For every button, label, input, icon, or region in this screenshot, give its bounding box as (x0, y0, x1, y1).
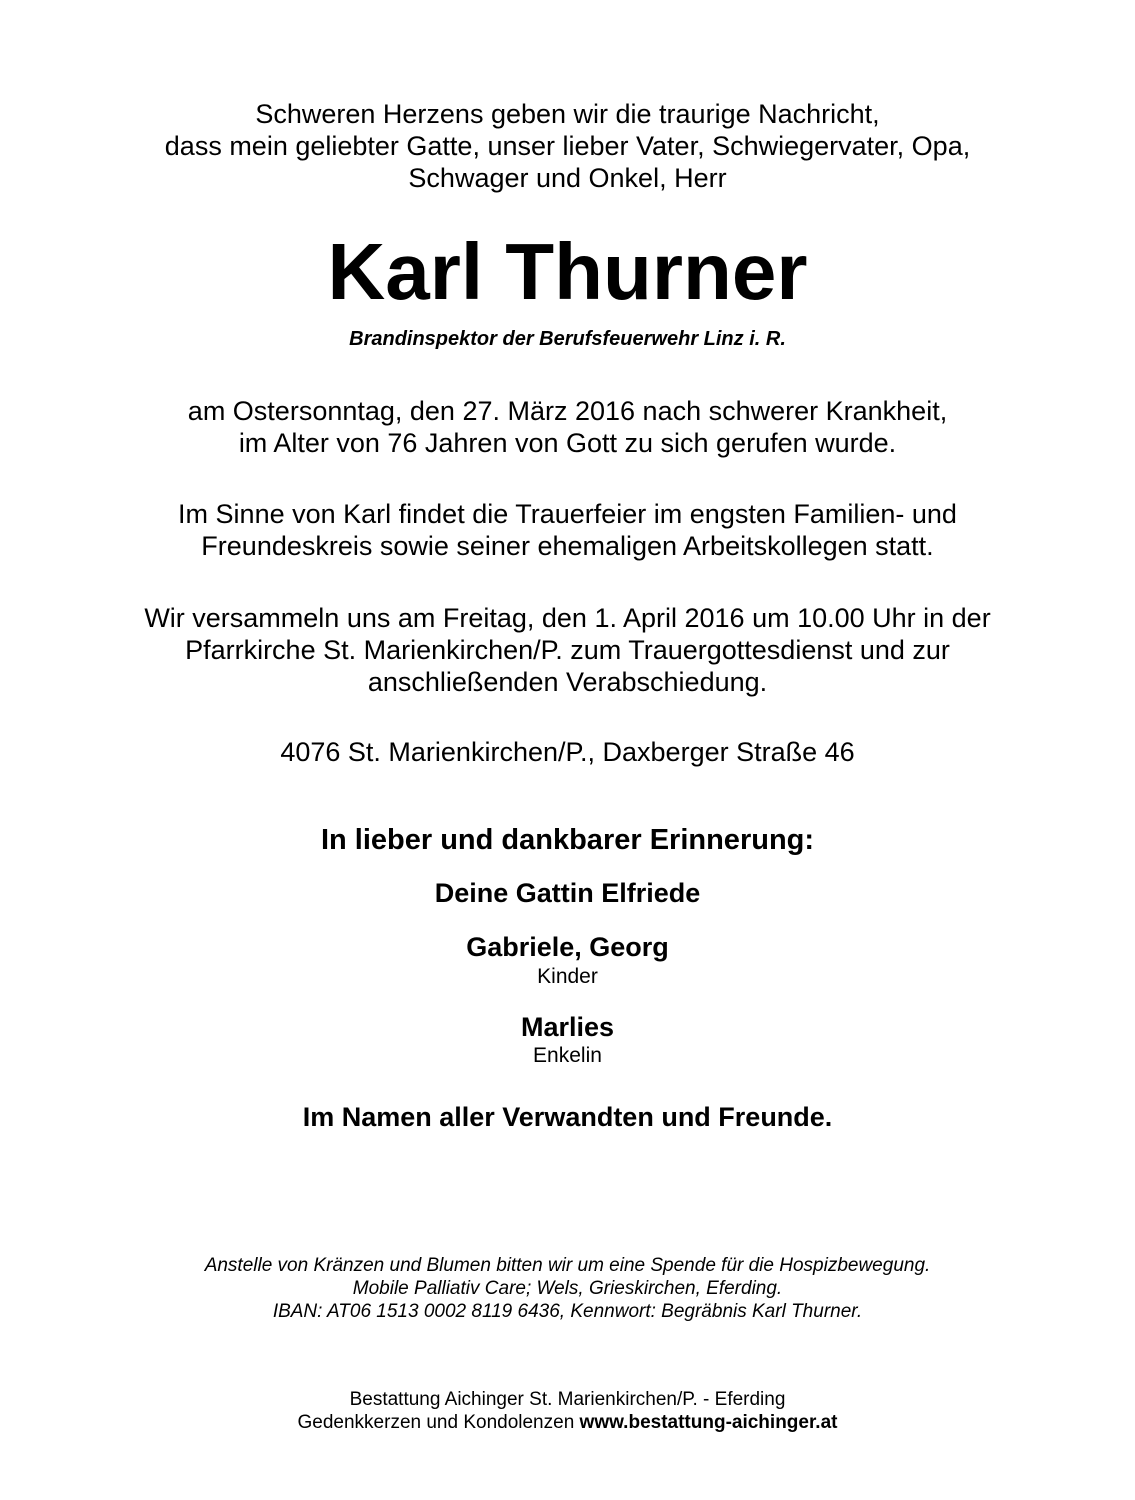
intro-text (0, 98, 1135, 194)
family-spouse: Deine Gattin Elfriede (434, 878, 701, 908)
intro-line: Schweren Herzens geben wir die traurige Nachricht, (255, 99, 880, 129)
death-notice-line: im Alter von 76 Jahren von Gott zu sich gerufen wurde. (238, 428, 897, 458)
address: 4076 St. Marienkirchen/P., Daxberger Straße 46 (280, 737, 855, 767)
deceased-name: Karl Thurner (327, 227, 808, 316)
condolence-label: Gedenkkerzen und Kondolenzen (297, 1412, 575, 1433)
ceremony-line: Im Sinne von Karl findet die Trauerfeier im engsten Familien- und (178, 499, 957, 529)
ceremony-text (0, 498, 1135, 562)
memory-heading: In lieber und dankbarer Erinnerung: (320, 824, 815, 856)
death-notice-line: am Ostersonntag, den 27. März 2016 nach schwerer Krankheit, (187, 396, 948, 426)
family-children: Gabriele, Georg (466, 932, 669, 962)
donation-line: Anstelle von Kränzen und Blumen bitten wir um eine Spende für die Hospizbewegung. (204, 1255, 931, 1276)
funeral-home-name: Bestattung Aichinger St. Marienkirchen/P. - Eferding (349, 1389, 786, 1410)
death-notice (0, 395, 1135, 459)
service-text (0, 602, 1135, 698)
family-grandchild: Marlies (520, 1012, 615, 1042)
donation-note (0, 1254, 1135, 1323)
ceremony-line: Freundeskreis sowie seiner ehemaligen Arbeitskollegen statt. (201, 531, 934, 561)
condolence-line (0, 1411, 1135, 1434)
intro-line: Schwager und Onkel, Herr (408, 163, 727, 193)
funeral-home-footer (0, 1388, 1135, 1434)
website-link[interactable]: www.bestattung-aichinger.at (579, 1412, 838, 1433)
donation-line: Mobile Palliativ Care; Wels, Grieskirchen, Eferding. (352, 1278, 783, 1299)
family-grandchild-relation: Enkelin (533, 1044, 602, 1067)
service-line: Pfarrkirche St. Marienkirchen/P. zum Trauergottesdienst und zur (185, 635, 950, 665)
intro-line: dass mein geliebter Gatte, unser lieber Vater, Schwiegervater, Opa, (164, 131, 971, 161)
closing-text: Im Namen aller Verwandten und Freunde. (302, 1102, 833, 1132)
deceased-title: Brandinspektor der Berufsfeuerwehr Linz i. R. (349, 328, 786, 350)
service-line: anschließenden Verabschiedung. (367, 667, 768, 697)
service-line: Wir versammeln uns am Freitag, den 1. April 2016 um 10.00 Uhr in der (144, 603, 991, 633)
donation-line: IBAN: AT06 1513 0002 8119 6436, Kennwort: Begräbnis Karl Thurner. (272, 1301, 863, 1322)
family-children-relation: Kinder (537, 965, 598, 988)
